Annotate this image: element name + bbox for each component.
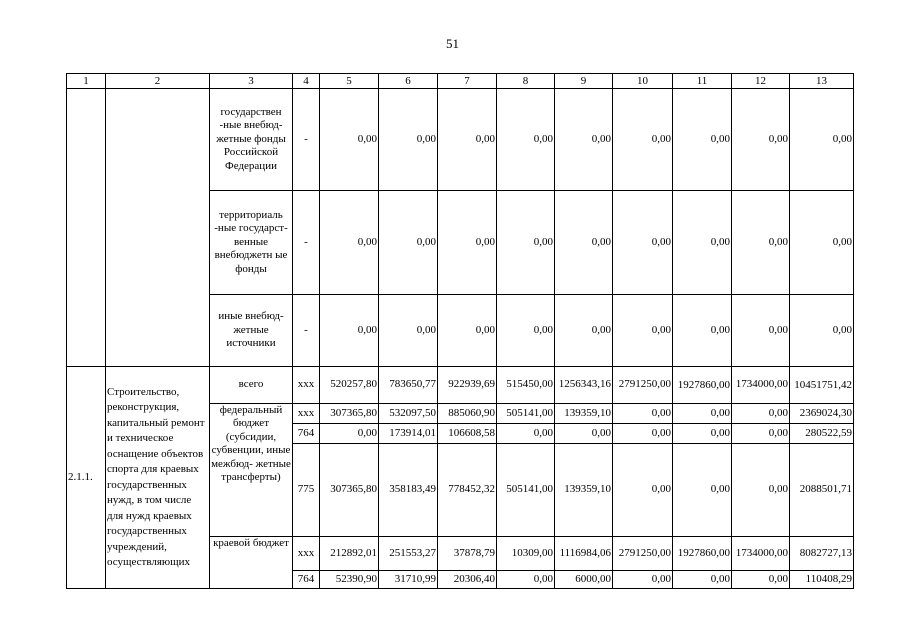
value-cell: 0,00: [790, 191, 854, 295]
value-cell: 0,00: [555, 191, 613, 295]
value-cell: 0,00: [497, 89, 555, 191]
value-cell: 0,00: [379, 191, 438, 295]
value-cell: 0,00: [613, 295, 673, 367]
value-cell: 0,00: [673, 571, 732, 589]
value-cell: 20306,40: [438, 571, 497, 589]
value-cell: 0,00: [555, 424, 613, 444]
value-cell: 505141,00: [497, 444, 555, 537]
item-number: 2.1.1.: [67, 367, 106, 589]
value-cell: 0,00: [320, 424, 379, 444]
value-cell: 110408,29: [790, 571, 854, 589]
header-cell: 4: [293, 74, 320, 89]
budget-table: [66, 73, 854, 589]
value-cell: 0,00: [790, 89, 854, 191]
value-cell: 0,00: [732, 404, 790, 424]
code-cell: 764: [293, 571, 320, 589]
value-cell: 0,00: [379, 89, 438, 191]
table-row: [67, 367, 854, 404]
value-cell: 6000,00: [555, 571, 613, 589]
value-cell: 0,00: [673, 404, 732, 424]
cell-empty: [67, 89, 106, 367]
value-cell: 139359,10: [555, 444, 613, 537]
source-label: краевой бюджет: [210, 537, 293, 589]
code-cell: 775: [293, 444, 320, 537]
value-cell: 2791250,00: [613, 537, 673, 571]
value-cell: 0,00: [673, 295, 732, 367]
code-cell: -: [293, 295, 320, 367]
header-cell: 12: [732, 74, 790, 89]
value-cell: 0,00: [320, 295, 379, 367]
page-number: 51: [446, 36, 459, 51]
header-row: [67, 74, 854, 89]
value-cell: 0,00: [790, 295, 854, 367]
value-cell: 1256343,16: [555, 367, 613, 404]
value-cell: 778452,32: [438, 444, 497, 537]
value-cell: 0,00: [497, 295, 555, 367]
value-cell: 0,00: [438, 89, 497, 191]
value-cell: 520257,80: [320, 367, 379, 404]
source-label: государствен -ные внебюд- жетные фонды Российской Федерации: [210, 89, 293, 191]
source-label: всего: [210, 367, 293, 404]
value-cell: 0,00: [555, 295, 613, 367]
value-cell: 1116984,06: [555, 537, 613, 571]
value-cell: 783650,77: [379, 367, 438, 404]
value-cell: 37878,79: [438, 537, 497, 571]
item-description: Строительство, реконструкция, капитальный ремонт и техническое оснащение объектов спорта для краевых государственных нужд, в том числе для нужд краевых государственных учреждений, осуществляющих: [106, 367, 210, 589]
value-cell: 0,00: [613, 89, 673, 191]
value-cell: 0,00: [379, 295, 438, 367]
value-cell: 251553,27: [379, 537, 438, 571]
value-cell: 280522,59: [790, 424, 854, 444]
value-cell: 0,00: [613, 444, 673, 537]
value-cell: 0,00: [497, 191, 555, 295]
value-cell: 1927860,00: [673, 537, 732, 571]
value-cell: 0,00: [613, 571, 673, 589]
value-cell: 8082727,13: [790, 537, 854, 571]
value-cell: 0,00: [732, 424, 790, 444]
source-label: территориаль -ные государст- венные внебюджетн ые фонды: [210, 191, 293, 295]
value-cell: 0,00: [497, 424, 555, 444]
value-cell: 0,00: [673, 191, 732, 295]
value-cell: 0,00: [438, 295, 497, 367]
value-cell: 515450,00: [497, 367, 555, 404]
value-cell: 0,00: [732, 191, 790, 295]
value-cell: 1734000,00: [732, 367, 790, 404]
value-cell: 0,00: [555, 89, 613, 191]
value-cell: 212892,01: [320, 537, 379, 571]
value-cell: 0,00: [732, 571, 790, 589]
value-cell: 139359,10: [555, 404, 613, 424]
header-cell: 6: [379, 74, 438, 89]
value-cell: 0,00: [673, 424, 732, 444]
value-cell: 173914,01: [379, 424, 438, 444]
value-cell: 922939,69: [438, 367, 497, 404]
source-label: иные внебюд- жетные источники: [210, 295, 293, 367]
header-cell: 7: [438, 74, 497, 89]
table-row: [67, 89, 854, 191]
value-cell: 1734000,00: [732, 537, 790, 571]
value-cell: 1927860,00: [673, 367, 732, 404]
header-cell: 9: [555, 74, 613, 89]
code-cell: -: [293, 191, 320, 295]
value-cell: 0,00: [613, 424, 673, 444]
code-cell: -: [293, 89, 320, 191]
value-cell: 31710,99: [379, 571, 438, 589]
header-cell: 13: [790, 74, 854, 89]
value-cell: 0,00: [673, 89, 732, 191]
code-cell: ххх: [293, 404, 320, 424]
value-cell: 2369024,30: [790, 404, 854, 424]
value-cell: 358183,49: [379, 444, 438, 537]
source-label: федеральный бюджет (субсидии, субвенции, иные межбюд- жетные трансферты): [210, 404, 293, 537]
value-cell: 10309,00: [497, 537, 555, 571]
value-cell: 0,00: [673, 444, 732, 537]
code-cell: ххх: [293, 537, 320, 571]
header-cell: 2: [106, 74, 210, 89]
header-cell: 8: [497, 74, 555, 89]
header-cell: 11: [673, 74, 732, 89]
value-cell: 0,00: [320, 89, 379, 191]
code-cell: 764: [293, 424, 320, 444]
value-cell: 10451751,42: [790, 367, 854, 404]
value-cell: 885060,90: [438, 404, 497, 424]
value-cell: 532097,50: [379, 404, 438, 424]
value-cell: 2088501,71: [790, 444, 854, 537]
value-cell: 0,00: [732, 295, 790, 367]
header-cell: 10: [613, 74, 673, 89]
value-cell: 307365,80: [320, 444, 379, 537]
code-cell: ххх: [293, 367, 320, 404]
value-cell: 2791250,00: [613, 367, 673, 404]
value-cell: 0,00: [613, 191, 673, 295]
value-cell: 505141,00: [497, 404, 555, 424]
value-cell: 52390,90: [320, 571, 379, 589]
header-cell: 5: [320, 74, 379, 89]
cell-empty: [106, 89, 210, 367]
value-cell: 0,00: [613, 404, 673, 424]
value-cell: 0,00: [438, 191, 497, 295]
value-cell: 0,00: [497, 571, 555, 589]
value-cell: 307365,80: [320, 404, 379, 424]
value-cell: 0,00: [732, 444, 790, 537]
value-cell: 106608,58: [438, 424, 497, 444]
header-cell: 3: [210, 74, 293, 89]
value-cell: 0,00: [732, 89, 790, 191]
header-cell: 1: [67, 74, 106, 89]
value-cell: 0,00: [320, 191, 379, 295]
